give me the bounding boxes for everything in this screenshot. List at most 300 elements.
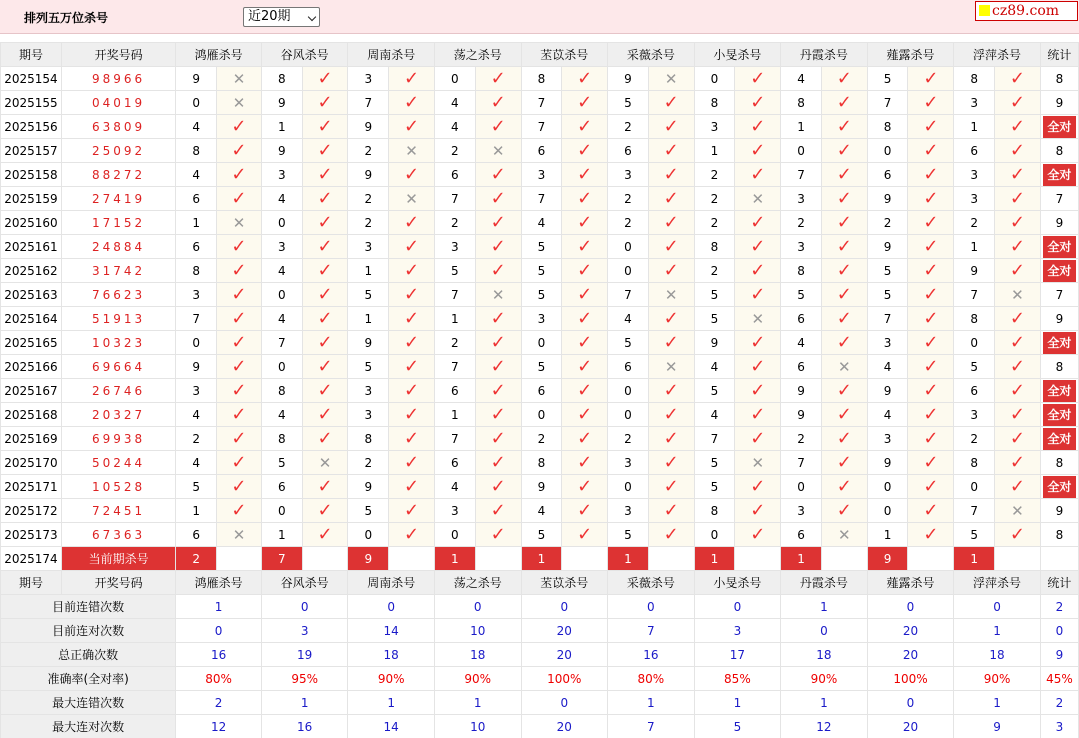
check-mark-icon: ✓ [562, 139, 608, 163]
current-kill-number: 1 [694, 547, 735, 571]
kill-number: 5 [694, 475, 735, 499]
check-mark-icon: ✓ [995, 451, 1041, 475]
kill-number: 0 [954, 475, 995, 499]
empty-cell [475, 547, 521, 571]
summary-label: 最大连对次数 [1, 715, 176, 738]
kill-number: 5 [867, 67, 908, 91]
summary-value: 0 [176, 619, 262, 643]
column-header-7: 采薇杀号 [608, 43, 695, 67]
kill-number: 0 [348, 523, 389, 547]
column-header-11: 浮萍杀号 [954, 43, 1041, 67]
kill-number: 9 [348, 331, 389, 355]
check-mark-icon: ✓ [648, 187, 694, 211]
check-mark-icon: ✓ [217, 379, 262, 403]
summary-value: 45% [1040, 667, 1078, 691]
cross-mark-icon: ✕ [217, 211, 262, 235]
cross-mark-icon: ✕ [735, 307, 781, 331]
check-mark-icon: ✓ [735, 211, 781, 235]
check-mark-icon: ✓ [562, 427, 608, 451]
stat-cell [1040, 427, 1078, 451]
kill-number: 4 [521, 499, 562, 523]
kill-number: 7 [434, 427, 475, 451]
kill-number: 0 [867, 475, 908, 499]
check-mark-icon: ✓ [475, 331, 521, 355]
cross-mark-icon: ✕ [217, 91, 262, 115]
check-mark-icon: ✓ [821, 379, 867, 403]
check-mark-icon: ✓ [821, 307, 867, 331]
summary-value: 0 [954, 595, 1041, 619]
kill-number: 0 [261, 355, 302, 379]
period-id: 2025158 [1, 163, 62, 187]
check-mark-icon: ✓ [648, 523, 694, 547]
kill-number: 5 [608, 331, 649, 355]
kill-number: 8 [176, 139, 217, 163]
kill-number: 2 [781, 211, 822, 235]
check-mark-icon: ✓ [995, 139, 1041, 163]
stat-cell: 8 [1040, 451, 1078, 475]
summary-value: 3 [261, 619, 348, 643]
kill-number: 3 [608, 163, 649, 187]
check-mark-icon: ✓ [821, 235, 867, 259]
summary-row [1, 643, 1079, 667]
period-id: 2025166 [1, 355, 62, 379]
current-kill-number: 9 [867, 547, 908, 571]
kill-number: 2 [954, 211, 995, 235]
table-header [1, 43, 1079, 67]
kill-number: 3 [694, 115, 735, 139]
kill-number: 6 [261, 475, 302, 499]
kill-number: 5 [867, 283, 908, 307]
kill-number: 6 [954, 379, 995, 403]
table-row [1, 427, 1079, 451]
draw-numbers: 25092 [61, 139, 175, 163]
kill-number: 1 [781, 115, 822, 139]
column-header-2: 鸿雁杀号 [176, 43, 262, 67]
summary-row [1, 691, 1079, 715]
kill-number: 4 [434, 475, 475, 499]
summary-value: 19 [261, 643, 348, 667]
draw-numbers: 67363 [61, 523, 175, 547]
draw-numbers: 72451 [61, 499, 175, 523]
period-id: 2025173 [1, 523, 62, 547]
stat-cell: 8 [1040, 67, 1078, 91]
check-mark-icon: ✓ [995, 163, 1041, 187]
check-mark-icon: ✓ [821, 115, 867, 139]
summary-value: 20 [867, 715, 954, 738]
summary-value: 16 [608, 643, 695, 667]
check-mark-icon: ✓ [475, 235, 521, 259]
kill-number: 1 [434, 307, 475, 331]
kill-number: 9 [867, 379, 908, 403]
kill-number: 9 [867, 451, 908, 475]
top-bar [0, 0, 1079, 34]
kill-number: 3 [261, 235, 302, 259]
kill-number: 3 [348, 67, 389, 91]
check-mark-icon: ✓ [475, 379, 521, 403]
check-mark-icon: ✓ [995, 115, 1041, 139]
summary-value: 16 [176, 643, 262, 667]
period-select[interactable] [243, 7, 320, 27]
kill-number: 2 [348, 187, 389, 211]
table-row [1, 235, 1079, 259]
kill-number: 3 [781, 499, 822, 523]
draw-numbers: 88272 [61, 163, 175, 187]
check-mark-icon: ✓ [562, 283, 608, 307]
check-mark-icon: ✓ [217, 307, 262, 331]
check-mark-icon: ✓ [821, 499, 867, 523]
check-mark-icon: ✓ [821, 187, 867, 211]
check-mark-icon: ✓ [389, 307, 435, 331]
check-mark-icon: ✓ [302, 91, 348, 115]
kill-number: 9 [348, 475, 389, 499]
kill-number: 5 [521, 259, 562, 283]
check-mark-icon: ✓ [648, 259, 694, 283]
summary-value: 5 [694, 715, 781, 738]
check-mark-icon: ✓ [648, 451, 694, 475]
kill-number: 2 [348, 451, 389, 475]
cross-mark-icon: ✕ [735, 187, 781, 211]
kill-number: 6 [608, 139, 649, 163]
check-mark-icon: ✓ [562, 235, 608, 259]
kill-number: 6 [867, 163, 908, 187]
check-mark-icon: ✓ [389, 67, 435, 91]
summary-value: 90% [348, 667, 435, 691]
kill-number: 6 [521, 379, 562, 403]
check-mark-icon: ✓ [648, 163, 694, 187]
stat-cell [1040, 403, 1078, 427]
draw-numbers: 10323 [61, 331, 175, 355]
kill-number: 8 [954, 451, 995, 475]
draw-numbers: 27419 [61, 187, 175, 211]
kill-number: 7 [867, 307, 908, 331]
check-mark-icon: ✓ [648, 379, 694, 403]
period-id: 2025168 [1, 403, 62, 427]
kill-number: 4 [176, 451, 217, 475]
column-header-8-summary: 小旻杀号 [694, 571, 781, 595]
check-mark-icon: ✓ [475, 211, 521, 235]
summary-value: 85% [694, 667, 781, 691]
period-id: 2025167 [1, 379, 62, 403]
kill-number: 9 [867, 187, 908, 211]
check-mark-icon: ✓ [302, 259, 348, 283]
check-mark-icon: ✓ [648, 307, 694, 331]
cross-mark-icon: ✕ [389, 139, 435, 163]
summary-value: 100% [521, 667, 608, 691]
check-mark-icon: ✓ [735, 355, 781, 379]
draw-numbers: 04019 [61, 91, 175, 115]
cross-mark-icon: ✕ [821, 523, 867, 547]
kill-number: 1 [176, 211, 217, 235]
check-mark-icon: ✓ [735, 67, 781, 91]
period-id: 2025170 [1, 451, 62, 475]
draw-numbers: 51913 [61, 307, 175, 331]
kill-number: 7 [434, 187, 475, 211]
check-mark-icon: ✓ [217, 451, 262, 475]
check-mark-icon: ✓ [995, 523, 1041, 547]
kill-number: 2 [867, 211, 908, 235]
check-mark-icon: ✓ [735, 379, 781, 403]
cross-mark-icon: ✕ [389, 187, 435, 211]
kill-number: 3 [176, 379, 217, 403]
kill-number: 4 [261, 259, 302, 283]
column-header-3: 谷风杀号 [261, 43, 348, 67]
kill-number: 4 [781, 67, 822, 91]
check-mark-icon: ✓ [302, 379, 348, 403]
check-mark-icon: ✓ [217, 115, 262, 139]
check-mark-icon: ✓ [302, 499, 348, 523]
check-mark-icon: ✓ [389, 427, 435, 451]
check-mark-icon: ✓ [995, 211, 1041, 235]
kill-number: 3 [348, 403, 389, 427]
summary-header [1, 571, 1079, 595]
check-mark-icon: ✓ [821, 451, 867, 475]
stat-cell [1040, 379, 1078, 403]
period-id: 2025162 [1, 259, 62, 283]
kill-number: 3 [608, 499, 649, 523]
check-mark-icon: ✓ [908, 187, 954, 211]
kill-number: 4 [694, 355, 735, 379]
kill-number: 7 [434, 283, 475, 307]
cross-mark-icon: ✕ [648, 67, 694, 91]
check-mark-icon: ✓ [995, 427, 1041, 451]
kill-number: 3 [867, 427, 908, 451]
table-row [1, 307, 1079, 331]
kill-number: 4 [867, 403, 908, 427]
summary-value: 14 [348, 715, 435, 738]
check-mark-icon: ✓ [562, 355, 608, 379]
kill-number: 5 [521, 355, 562, 379]
kill-number: 3 [521, 307, 562, 331]
summary-value: 1 [781, 595, 868, 619]
kill-number: 0 [261, 499, 302, 523]
check-mark-icon: ✓ [648, 235, 694, 259]
kill-number: 2 [521, 427, 562, 451]
summary-value: 20 [521, 619, 608, 643]
check-mark-icon: ✓ [908, 427, 954, 451]
kill-number: 1 [261, 523, 302, 547]
check-mark-icon: ✓ [995, 259, 1041, 283]
summary-value: 2 [1040, 691, 1078, 715]
summary-value: 1 [954, 619, 1041, 643]
column-header-6-summary: 苤苡杀号 [521, 571, 608, 595]
cross-mark-icon: ✕ [995, 499, 1041, 523]
current-period-row [1, 547, 1079, 571]
check-mark-icon: ✓ [735, 475, 781, 499]
column-header-4-summary: 周南杀号 [348, 571, 435, 595]
check-mark-icon: ✓ [908, 163, 954, 187]
kill-number: 4 [608, 307, 649, 331]
kill-number: 5 [176, 475, 217, 499]
summary-value: 18 [954, 643, 1041, 667]
check-mark-icon: ✓ [908, 499, 954, 523]
check-mark-icon: ✓ [995, 379, 1041, 403]
check-mark-icon: ✓ [735, 163, 781, 187]
summary-value: 90% [781, 667, 868, 691]
period-id: 2025157 [1, 139, 62, 163]
current-kill-number: 1 [954, 547, 995, 571]
cross-mark-icon: ✕ [995, 283, 1041, 307]
column-header-5: 荡之杀号 [434, 43, 521, 67]
site-logo[interactable] [975, 1, 1078, 21]
summary-value: 0 [694, 595, 781, 619]
check-mark-icon: ✓ [735, 139, 781, 163]
kill-number: 3 [954, 91, 995, 115]
check-mark-icon: ✓ [908, 307, 954, 331]
kill-number: 8 [521, 451, 562, 475]
kill-number: 2 [348, 139, 389, 163]
check-mark-icon: ✓ [735, 115, 781, 139]
check-mark-icon: ✓ [389, 235, 435, 259]
summary-value: 90% [954, 667, 1041, 691]
stat-cell [1040, 331, 1078, 355]
kill-number: 0 [781, 139, 822, 163]
check-mark-icon: ✓ [562, 211, 608, 235]
check-mark-icon: ✓ [475, 475, 521, 499]
summary-value: 7 [608, 619, 695, 643]
draw-numbers: 98966 [61, 67, 175, 91]
period-id: 2025165 [1, 331, 62, 355]
period-id: 2025154 [1, 67, 62, 91]
check-mark-icon: ✓ [302, 403, 348, 427]
kill-number: 1 [176, 499, 217, 523]
kill-number: 0 [608, 235, 649, 259]
check-mark-icon: ✓ [821, 91, 867, 115]
stat-cell: 7 [1040, 187, 1078, 211]
check-mark-icon: ✓ [908, 115, 954, 139]
column-header-9-summary: 丹霞杀号 [781, 571, 868, 595]
period-id: 2025156 [1, 115, 62, 139]
kill-number: 0 [694, 523, 735, 547]
kill-number: 5 [608, 91, 649, 115]
kill-number: 7 [954, 283, 995, 307]
kill-number: 9 [261, 91, 302, 115]
kill-number: 5 [348, 355, 389, 379]
kill-number: 9 [694, 331, 735, 355]
summary-value: 12 [781, 715, 868, 738]
kill-number: 7 [521, 91, 562, 115]
kill-number: 6 [176, 235, 217, 259]
kill-number: 0 [694, 67, 735, 91]
summary-value: 20 [521, 715, 608, 738]
check-mark-icon: ✓ [302, 427, 348, 451]
summary-label: 最大连错次数 [1, 691, 176, 715]
logo-square-icon [979, 5, 990, 16]
summary-value: 1 [608, 691, 695, 715]
summary-value: 80% [608, 667, 695, 691]
summary-value: 0 [521, 595, 608, 619]
kill-number: 9 [521, 475, 562, 499]
all-correct-badge: 全对 [1043, 260, 1076, 282]
all-correct-badge: 全对 [1043, 164, 1076, 186]
check-mark-icon: ✓ [302, 283, 348, 307]
kill-number: 3 [954, 403, 995, 427]
kill-number: 8 [348, 427, 389, 451]
check-mark-icon: ✓ [562, 67, 608, 91]
kill-number: 2 [608, 115, 649, 139]
summary-value: 1 [176, 595, 262, 619]
check-mark-icon: ✓ [821, 427, 867, 451]
check-mark-icon: ✓ [562, 259, 608, 283]
current-kill-number: 7 [261, 547, 302, 571]
stat-cell [1040, 115, 1078, 139]
kill-number: 4 [434, 115, 475, 139]
summary-label: 目前连错次数 [1, 595, 176, 619]
kill-number: 0 [434, 523, 475, 547]
draw-numbers: 76623 [61, 283, 175, 307]
check-mark-icon: ✓ [995, 331, 1041, 355]
kill-number: 7 [348, 91, 389, 115]
cross-mark-icon: ✕ [735, 451, 781, 475]
period-id: 2025159 [1, 187, 62, 211]
check-mark-icon: ✓ [995, 403, 1041, 427]
kill-number: 8 [176, 259, 217, 283]
table-row [1, 523, 1079, 547]
summary-value: 14 [348, 619, 435, 643]
check-mark-icon: ✓ [302, 139, 348, 163]
table-row [1, 379, 1079, 403]
draw-numbers: 50244 [61, 451, 175, 475]
kill-number: 9 [781, 379, 822, 403]
summary-row [1, 595, 1079, 619]
kill-number: 3 [608, 451, 649, 475]
column-header-12: 统计 [1040, 43, 1078, 67]
summary-value: 0 [434, 595, 521, 619]
empty-cell [908, 547, 954, 571]
table-row [1, 499, 1079, 523]
kill-number: 0 [954, 331, 995, 355]
column-header-3-summary: 谷风杀号 [261, 571, 348, 595]
kill-number: 5 [694, 283, 735, 307]
kill-number: 0 [176, 91, 217, 115]
kill-number: 5 [694, 379, 735, 403]
check-mark-icon: ✓ [475, 115, 521, 139]
kill-number: 0 [867, 139, 908, 163]
kill-number: 8 [781, 259, 822, 283]
kill-number: 4 [867, 355, 908, 379]
summary-value: 0 [781, 619, 868, 643]
check-mark-icon: ✓ [908, 451, 954, 475]
stat-cell: 8 [1040, 355, 1078, 379]
check-mark-icon: ✓ [908, 283, 954, 307]
kill-number: 5 [781, 283, 822, 307]
check-mark-icon: ✓ [908, 379, 954, 403]
current-kill-number: 1 [781, 547, 822, 571]
kill-number: 2 [608, 187, 649, 211]
check-mark-icon: ✓ [389, 379, 435, 403]
kill-number: 6 [608, 355, 649, 379]
kill-number: 0 [521, 331, 562, 355]
summary-label: 准确率(全对率) [1, 667, 176, 691]
draw-numbers: 69938 [61, 427, 175, 451]
empty-cell [302, 547, 348, 571]
summary-value: 1 [781, 691, 868, 715]
column-header-12-summary: 统计 [1040, 571, 1078, 595]
check-mark-icon: ✓ [475, 187, 521, 211]
all-correct-badge: 全对 [1043, 116, 1076, 138]
check-mark-icon: ✓ [475, 67, 521, 91]
kill-number: 1 [954, 115, 995, 139]
check-mark-icon: ✓ [908, 259, 954, 283]
check-mark-icon: ✓ [475, 451, 521, 475]
stat-cell: 8 [1040, 139, 1078, 163]
kill-number: 3 [434, 499, 475, 523]
kill-number: 3 [954, 163, 995, 187]
kill-number: 0 [608, 475, 649, 499]
kill-number: 8 [867, 115, 908, 139]
summary-value: 20 [521, 643, 608, 667]
check-mark-icon: ✓ [995, 91, 1041, 115]
check-mark-icon: ✓ [562, 115, 608, 139]
